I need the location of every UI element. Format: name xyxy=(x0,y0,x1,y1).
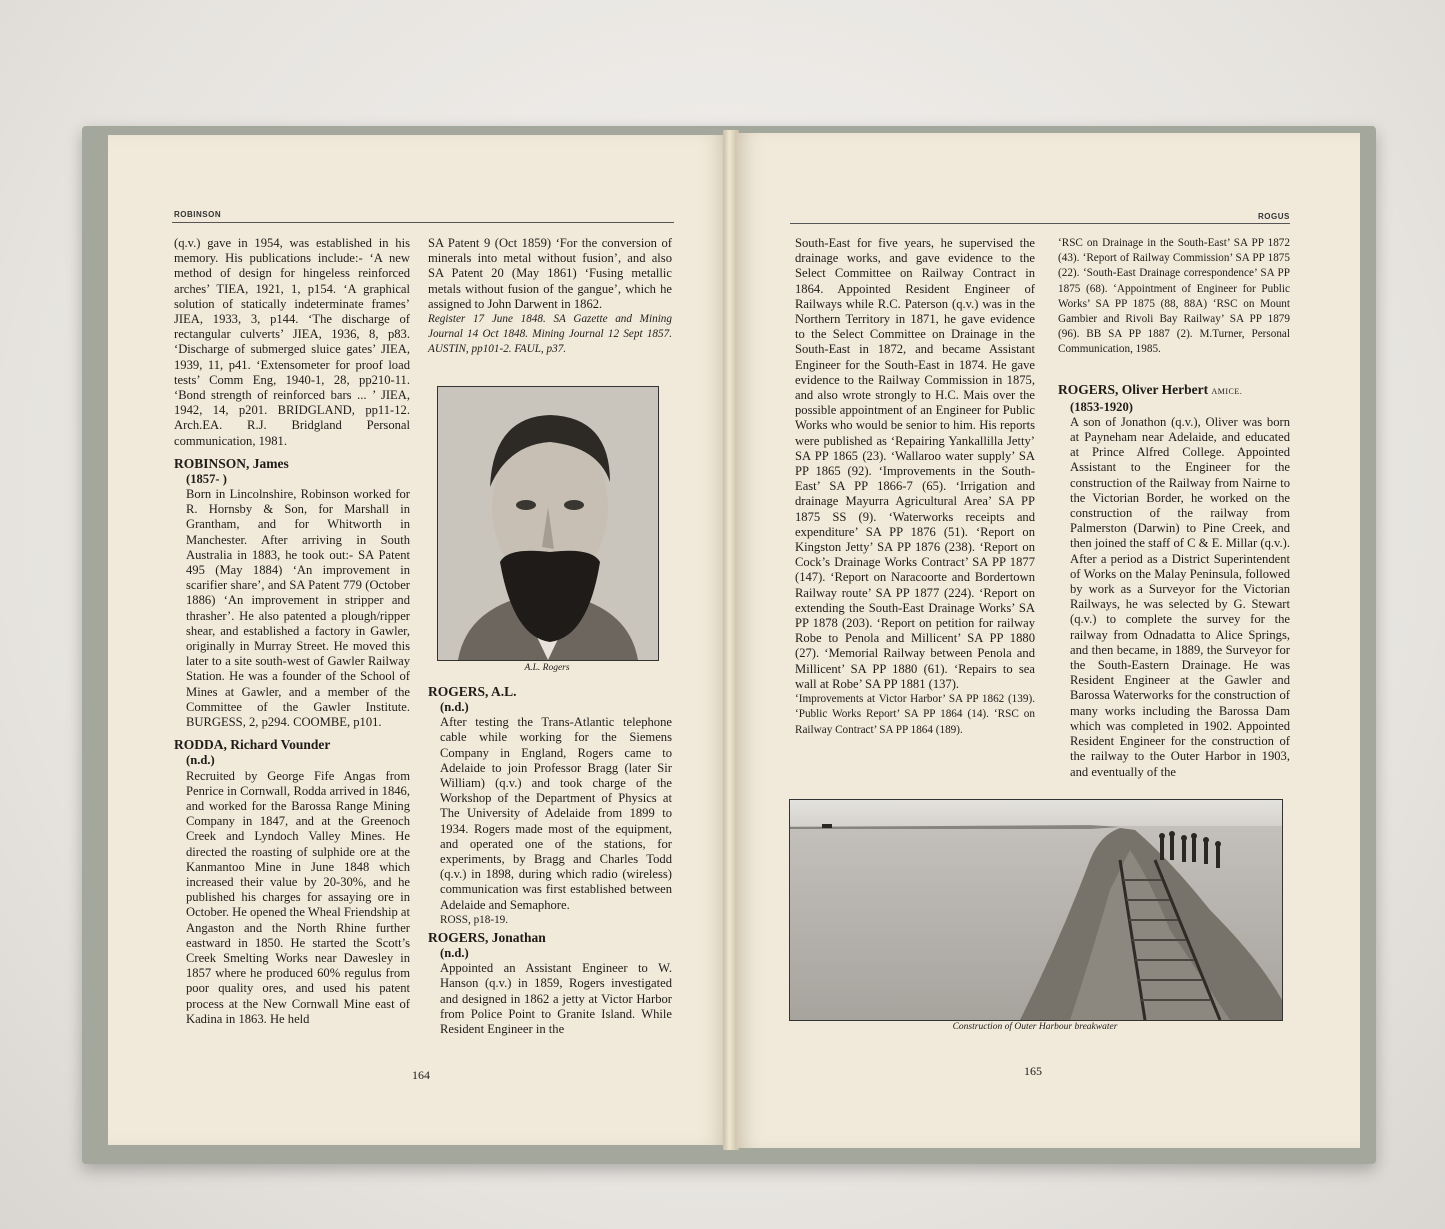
continuation-text: SA Patent 9 (Oct 1859) ‘For the conversion of minerals into metal without fusion’, and also SA Patent 20 (May 1861) ‘Fusing metallic metals without fusion of the gangue’, which he assigned to John Darwent in 1862. xyxy=(428,236,672,311)
references: ‘RSC on Drainage in the South-East’ SA PP 1872 (43). ‘Report of Railway Commission’ SA PP 1875 (22). ‘South-East Drainage correspondence’ SA PP 1875 (68). ‘Appointment of Engineer for Public Works’ SA PP 1875 (88, 88A) ‘RSC on Mount Gambier and Rivoli Bay Railway’ SA PP 1879 (96). BB SA PP 1887 (2). M.Turner, Personal Communication, 1985. xyxy=(1058,237,1290,356)
portrait-image xyxy=(438,387,658,660)
portrait-photo xyxy=(437,386,659,661)
entry-name-robinson: ROBINSON, James xyxy=(174,455,289,471)
entry-name-text: ROGERS, Oliver Herbert xyxy=(1058,381,1209,397)
continuation-text: South-East for five years, he supervised the drainage works, and gave evidence to the Select Committee on Railway Contract in 1864. Appointed Resident Engineer of Railways while R.C. Paterson (q.v.) was in the Northern Territory in 1871, he gave evidence to the Select Committee on Drainage in the South-East in 1872, and became Assistant Engineer for the South-East in 1874. He gave evidence to the Railway Commission in 1875, and also wrote strongly to H.C. Mais over the possible appointment of an Engineer for Public Works who would be senior to him. His reports were published as ‘Repairing Yankallilla Jetty’ SA PP 1865 (23). ‘Wallaroo water supply’ SA PP 1865 (92). ‘Improvements in the South-East’ SA PP 1866-7 (65). ‘Irrigation and drainage Mayurra Agricultural Area’ SA PP 1875 SS (9). ‘Waterworks receipts and expenditure’ SA PP 1876 (51). ‘Report on Kingston Jetty’ SA PP 1876 (238). ‘Report on Cock’s Drainage Works Contract’ SA PP 1877 (147). ‘Report on Naracoorte and Bordertown Railway route’ SA PP 1877 (224). ‘Report on extending the South-East Drainage Works’ SA PP 1878 (203). ‘Report on petition for railway Robe to Penola and Millicent’ SA PP 1880 (27). ‘Memorial Railway between Penola and Millicent’ SA PP 1880 (61). ‘Repairs to sea wall at Robe’ SA PP 1881 (137). xyxy=(795,236,1035,691)
entry-body-rogers-al: After testing the Trans-Atlantic telephone cable while working for the Siemens Company in England, Rogers came to Adelaide to join Professor Bragg (later Sir William) (q.v.) and took charge of the Workshop of the Department of Physics at The University of Adelaide from 1899 to 1934. Rogers made most of the equipment, and operated one of the stations, for experiments, by Bragg and Charles Todd (q.v.) in 1898, during which radio (wireless) communication was first established between Adelaide and Semaphore. xyxy=(440,715,672,912)
page-number-left: 164 xyxy=(412,1068,430,1082)
entry-refs-rogers-al: ROSS, p18-19. xyxy=(440,913,509,926)
right-column-2 xyxy=(1058,236,1290,779)
entry-name-rogers-al: ROGERS, A.L. xyxy=(428,684,517,699)
header-rule-left xyxy=(172,222,674,223)
entry-name-suffix: AMICE. xyxy=(1211,386,1243,396)
entry-body-rogers-jonathan: Appointed an Assistant Engineer to W. Hanson (q.v.) in 1859, Rogers investigated and designed in 1862 a jetty at Victor Harbor from Police Point to Granite Island. While Resident Engineer in the xyxy=(440,961,672,1037)
entry-name-rodda: RODDA, Richard Vounder xyxy=(174,737,331,753)
left-column-2-lower xyxy=(428,677,672,1037)
entry-body-rodda: Recruited by George Fife Angas from Penrice in Cornwall, Rodda arrived in 1846, and worked for the Barossa Range Mining Company in 1847, and at the Greenoch Creek and Lyndoch Valley Mines. He directed the roasting of sulphide ore at the Kanmantoo Mine in June 1848 which increased their value by 20-30%, and he published his charges for assaying ore in October. He opened the Wheal Friendship at Angaston and the North Rhine further eastward in 1850. He started the Scott’s Creek Smelting Works near Dawesley in 1857 where he produced 60% regulus from poor quality ores, and used his patent process at the New Cornwall Mine east of Kadina in 1863. He held xyxy=(186,768,410,1026)
entry-name-rogers-oliver xyxy=(1058,382,1290,400)
header-rule-right xyxy=(790,223,1290,224)
entry-body-robinson: Born in Lincolnshire, Robinson worked for R. Hornsby & Son, for Marshall in Grantham, and for Whitworth in Manchester. After arriving in South Australia in 1883, he took out:- SA Patent 495 (May 1884) ‘An improvement in scarifier share’, and SA Patent 779 (October 1886) ‘An improvement in stripper and thrasher’. He also patented a plough/ripper shear, and established a factory in Gawler, originally in Murray Street. He moved this later to a site south-west of Gawler Railway Station. He was a founder of the School of Mines at Gawler, and a member of the Committee of the Gawler Institute. BURGESS, 2, p294. COOMBE, p101. xyxy=(186,487,410,730)
harbour-image xyxy=(790,800,1282,1020)
page-number-right: 165 xyxy=(1024,1064,1042,1078)
right-column-1 xyxy=(795,236,1035,738)
entry-dates-robinson: (1857- ) xyxy=(186,471,227,486)
harbour-photo xyxy=(789,799,1283,1021)
entry-name-rogers-jonathan: ROGERS, Jonathan xyxy=(428,930,546,946)
entry-dates-rogers-al: (n.d.) xyxy=(440,700,469,714)
entry-body-rogers-oliver: A son of Jonathon (q.v.), Oliver was born at Payneham near Adelaide, and educated at Prince Alfred College. Appointed Assistant to the Engineer for the construction of the Railway from Nairne to the Victorian Border, he worked on the construction of the railway from Palmerston (Darwin) to Pine Creek, and then joined the staff of C & E. Millar (q.v.). After a period as a District Superintendent of Works on the Malay Peninsula, followed by work as a Surveyor for the Victorian Railways, he was selected by G. Stewart (q.v.) to complete the survey for the railway from Odnadatta to Alice Springs, and then became, in 1889, the Surveyor for the South-Eastern Drainage. He was Resident Engineer at the Gawler and Barossa Waterworks for the construction of many works including the Barossa Dam which was completed in 1902. Appointed Resident Engineer for the construction of the railway to the Outer Harbor in 1903, and eventually of the xyxy=(1070,414,1290,779)
left-column-1 xyxy=(174,236,410,1027)
references: ‘Improvements at Victor Harbor’ SA PP 1862 (139). ‘Public Works Report’ SA PP 1864 (14). ‘RSC on Railway Contract’ SA PP 1864 (189). xyxy=(795,693,1035,736)
entry-dates-rogers-oliver: (1853-1920) xyxy=(1070,399,1133,414)
continuation-text: (q.v.) gave in 1954, was established in his memory. His publications include:- ‘A new method of design for hingeless reinforced arches’ TIEA, 1921, 1, p154. ‘A graphical solution of statically indeterminate frames’ JIEA, 1933, 3, p144. ‘The discharge of rectangular culverts’ JIEA, 1936, 8, p83. ‘Discharge of submerged sluice gates’ JIEA, 1939, 11, p41. ‘Extensometer for proof load tests’ Comm Eng, 1940-1, 28, pp210-11. ‘Bond strength of reinforced bars ... ’ JIEA, 1942, 14, p201. BRIDGLAND, pp11-12. Arch.EA. R.J. Bridgland Personal communication, 1981. xyxy=(174,236,410,448)
entry-dates-rogers-jonathan: (n.d.) xyxy=(440,946,469,961)
running-head-right: ROGUS xyxy=(1258,212,1290,221)
portrait-caption: A.L. Rogers xyxy=(524,663,570,673)
references: Register 17 June 1848. SA Gazette and Mining Journal 14 Oct 1848. Mining Journal 12 Sept 1857. AUSTIN, pp101-2. FAUL, p37. xyxy=(428,313,672,356)
left-column-2 xyxy=(428,236,672,358)
harbour-caption: Construction of Outer Harbour breakwater xyxy=(952,1022,1118,1032)
entry-dates-rodda: (n.d.) xyxy=(186,753,215,768)
running-head-left: ROBINSON xyxy=(174,210,222,219)
